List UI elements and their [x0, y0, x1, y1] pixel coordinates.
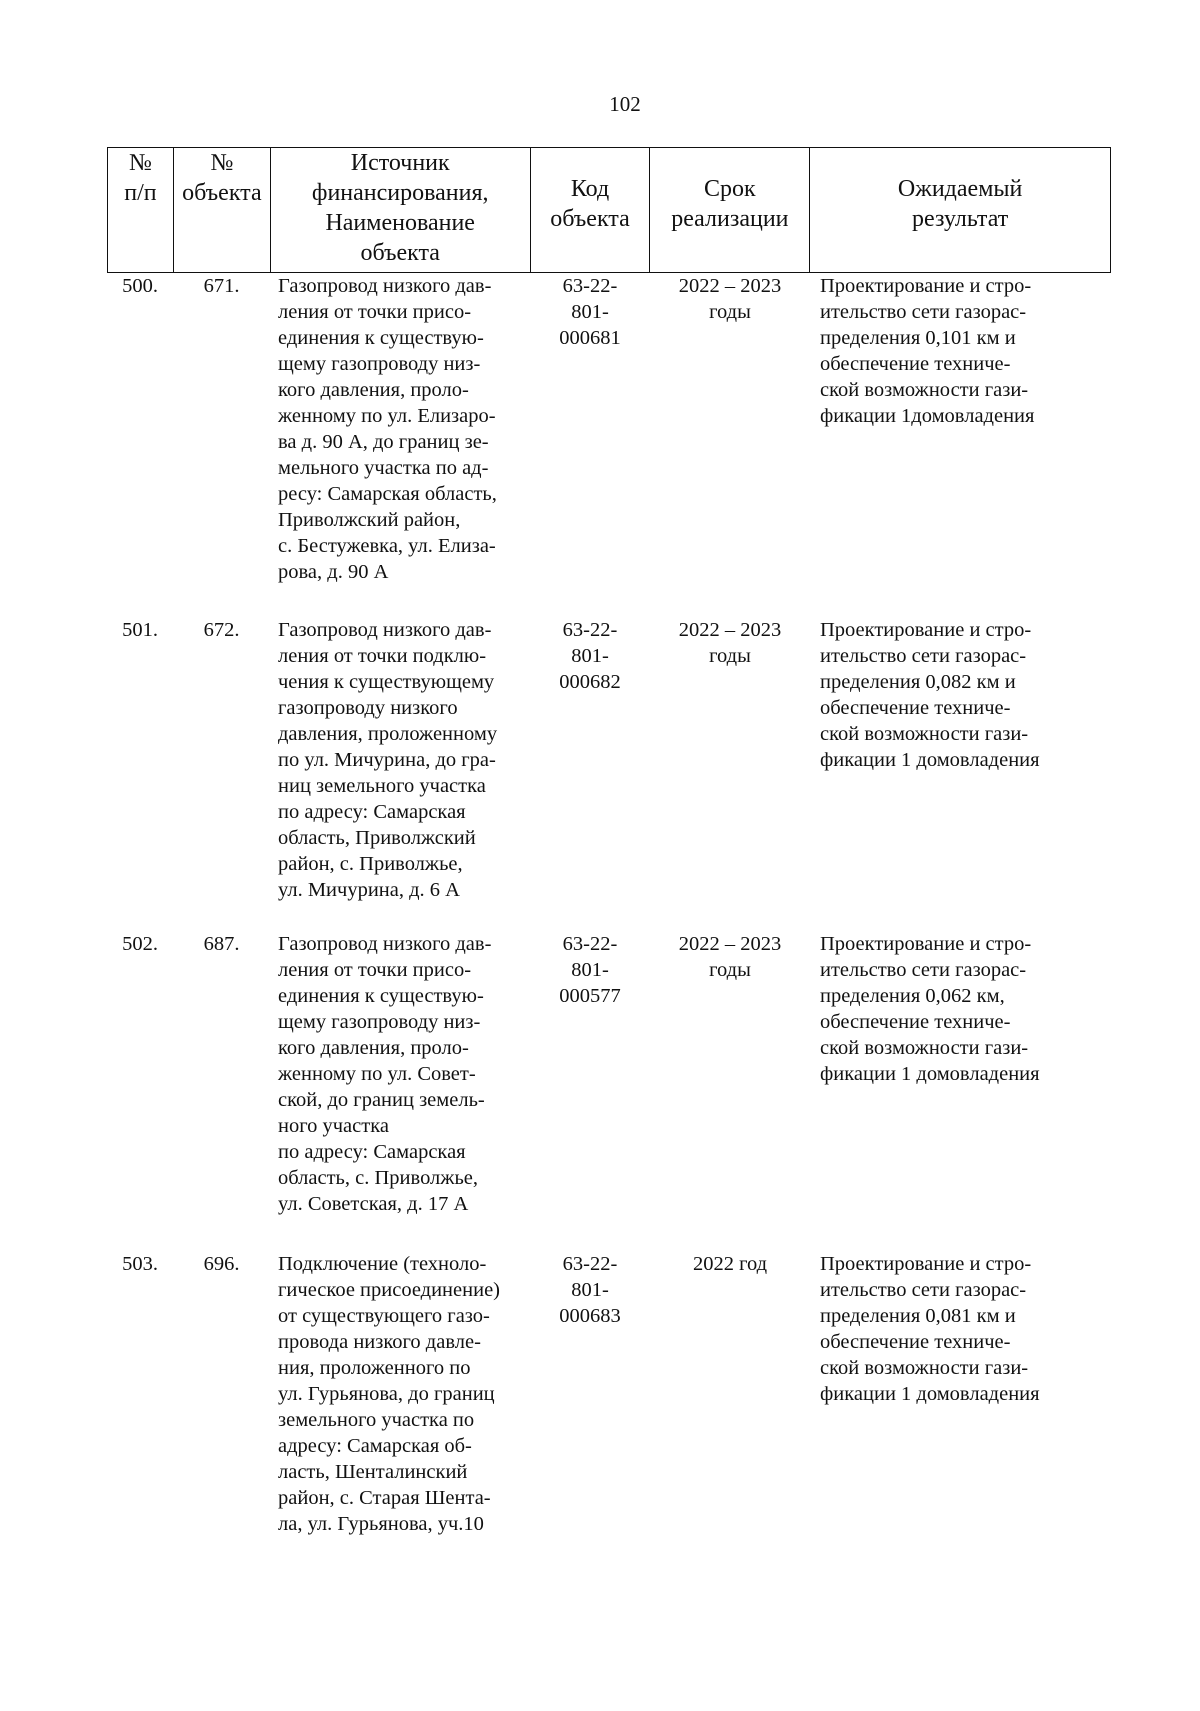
expected-result: Проектирование и стро- ительство сети газорас- пределения 0,101 км и обеспечение техниче- ской возможности гази- фикации 1домовладения	[820, 275, 1035, 427]
object-name: Газопровод низкого дав- ления от точки присо- единения к существую- щему газопроводу низ- кого давления, проло- женному по ул. Совет- ской, до границ земель- ного участка по адресу: Самарская область, с. Приволжье, ул. Советская, д. 17 А	[278, 933, 492, 1215]
object-number: 696.	[203, 1253, 240, 1275]
page-number: 102	[609, 92, 641, 116]
object-term: 2022 год	[692, 1253, 768, 1275]
object-name: Газопровод низкого дав- ления от точки подклю- чения к существующему газопроводу низкого давления, проложенному по ул. Мичурина, до гра- ниц земельного участка по адресу: Самарская область, Приволжский район, с. Приволжье, ул. Мичурина, д. 6 А	[278, 619, 498, 901]
expected-result: Проектирование и стро- ительство сети газорас- пределения 0,081 км и обеспечение техниче- ской возможности гази- фикации 1 домовладения	[820, 1253, 1040, 1405]
object-code: 63-22- 801- 000577	[559, 933, 621, 1007]
table-header	[107, 147, 1111, 273]
header-source-name: Источник финансирования, Наименование объекта	[271, 148, 531, 272]
row-number: 503.	[122, 1253, 158, 1275]
table-row	[107, 931, 1111, 1251]
projects-table	[107, 147, 1111, 1551]
header-expected-result: Ожидаемый результат	[810, 148, 1111, 272]
object-term: 2022 – 2023 годы	[678, 933, 782, 981]
object-name: Газопровод низкого дав- ления от точки присо- единения к существую- щему газопроводу низ- кого давления, проло- женному по ул. Елизаро- ва д. 90 А, до границ зе- мельного участка по ад- ресу: Самарская область, Приволжский район, с. Бестужевка, ул. Елиза- рова, д. 90 А	[278, 275, 497, 583]
object-term: 2022 – 2023 годы	[678, 619, 782, 667]
object-name: Подключение (техноло- гическое присоединение) от существующего газо- провода низкого давле- ния, проложенного по ул. Гурьянова, до границ земельного участка по адресу: Самарская об- ласть, Шенталинский район, с. Старая Шента- ла, ул. Гурьянова, уч.10	[278, 1253, 500, 1535]
table-row	[107, 273, 1111, 617]
object-code: 63-22- 801- 000682	[559, 619, 621, 693]
object-number: 671.	[203, 275, 240, 297]
object-code: 63-22- 801- 000681	[559, 275, 621, 349]
header-object-code: Код объекта	[531, 148, 651, 272]
header-term: Срок реализации	[650, 148, 810, 272]
header-object-number: № объекта	[174, 148, 271, 272]
object-code: 63-22- 801- 000683	[559, 1253, 621, 1327]
object-number: 687.	[203, 933, 240, 955]
table-row	[107, 1251, 1111, 1551]
row-number: 500.	[122, 275, 158, 297]
row-number: 501.	[122, 619, 158, 641]
object-number: 672.	[203, 619, 240, 641]
expected-result: Проектирование и стро- ительство сети газорас- пределения 0,062 км, обеспечение техниче- ской возможности гази- фикации 1 домовладения	[820, 933, 1040, 1085]
row-number: 502.	[122, 933, 158, 955]
table-row	[107, 617, 1111, 931]
object-term: 2022 – 2023 годы	[678, 275, 782, 323]
header-row-number: № п/п	[108, 148, 174, 272]
expected-result: Проектирование и стро- ительство сети газорас- пределения 0,082 км и обеспечение техниче- ской возможности гази- фикации 1 домовладения	[820, 619, 1040, 771]
